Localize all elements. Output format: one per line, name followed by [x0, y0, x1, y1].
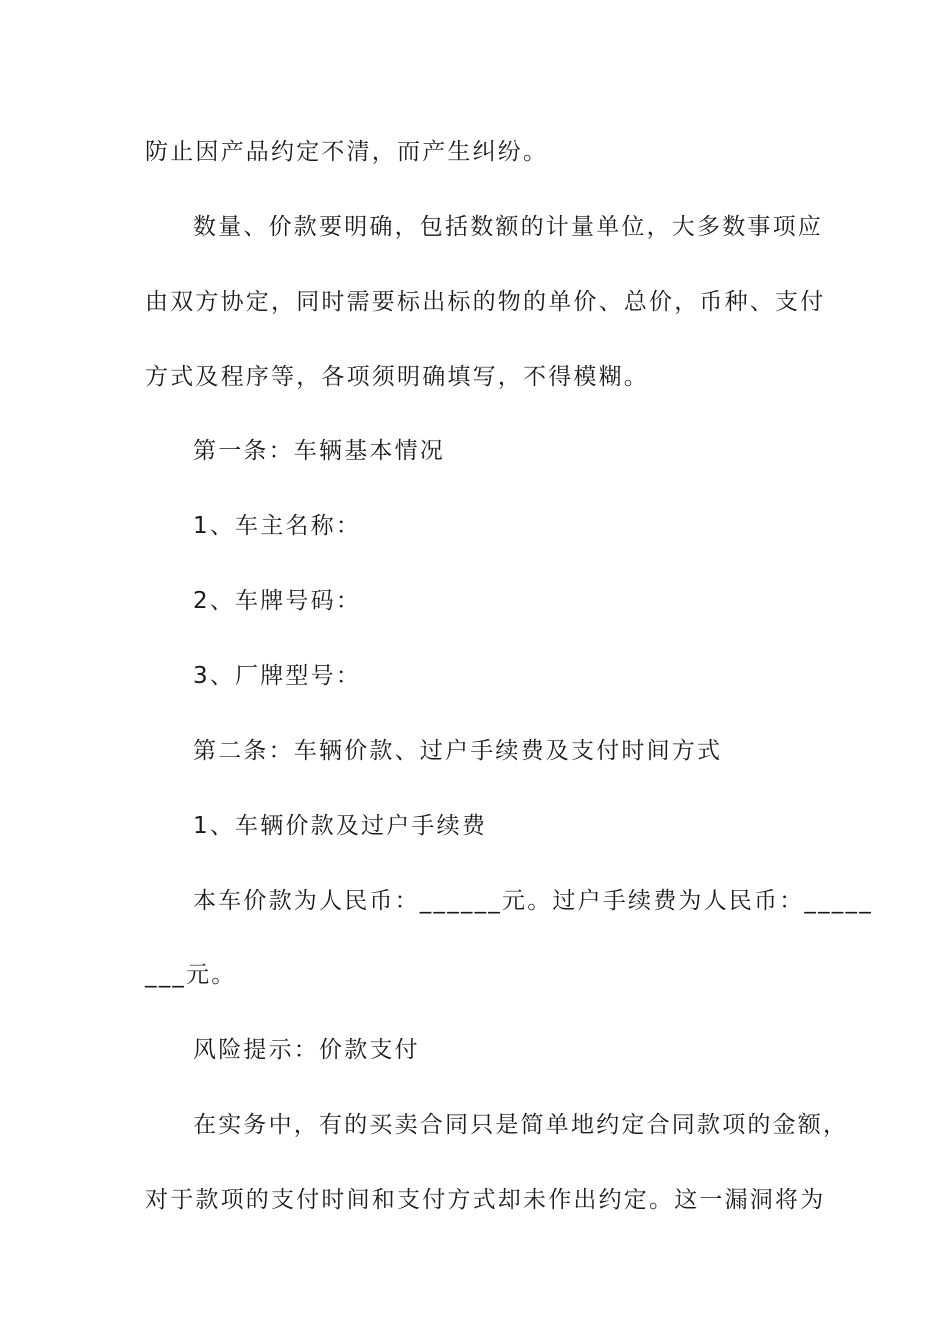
list-item-owner-name: 1、车主名称：: [193, 513, 362, 539]
paragraph-text-line: 防止因产品约定不清，而产生纠纷。: [145, 139, 549, 165]
paragraph-text-line: 在实务中，有的买卖合同只是简单地约定合同款项的金额，: [193, 1112, 849, 1138]
paragraph-text-line: 由双方协定，同时需要标出标的物的单价、总价，币种、支付: [145, 289, 826, 315]
list-item-model: 3、厂牌型号：: [193, 663, 362, 689]
paragraph-text-line: 方式及程序等，各项须明确填写，不得模糊。: [145, 364, 649, 390]
section-heading: 第一条：车辆基本情况: [193, 438, 445, 464]
risk-note-heading: 风险提示：价款支付: [193, 1037, 420, 1063]
section-heading: 第二条：车辆价款、过户手续费及支付时间方式: [193, 738, 723, 764]
list-item-plate-number: 2、车牌号码：: [193, 588, 362, 614]
paragraph-text-line: 对于款项的支付时间和支付方式却未作出约定。这一漏洞将为: [145, 1187, 826, 1213]
paragraph-text-line: 数量、价款要明确，包括数额的计量单位，大多数事项应: [193, 214, 823, 240]
paragraph-text-line: 本车价款为人民币：______元。过户手续费为人民币：_____: [193, 888, 873, 914]
paragraph-text-line: ___元。: [145, 962, 237, 988]
subsection-heading: 1、车辆价款及过户手续费: [193, 813, 488, 839]
